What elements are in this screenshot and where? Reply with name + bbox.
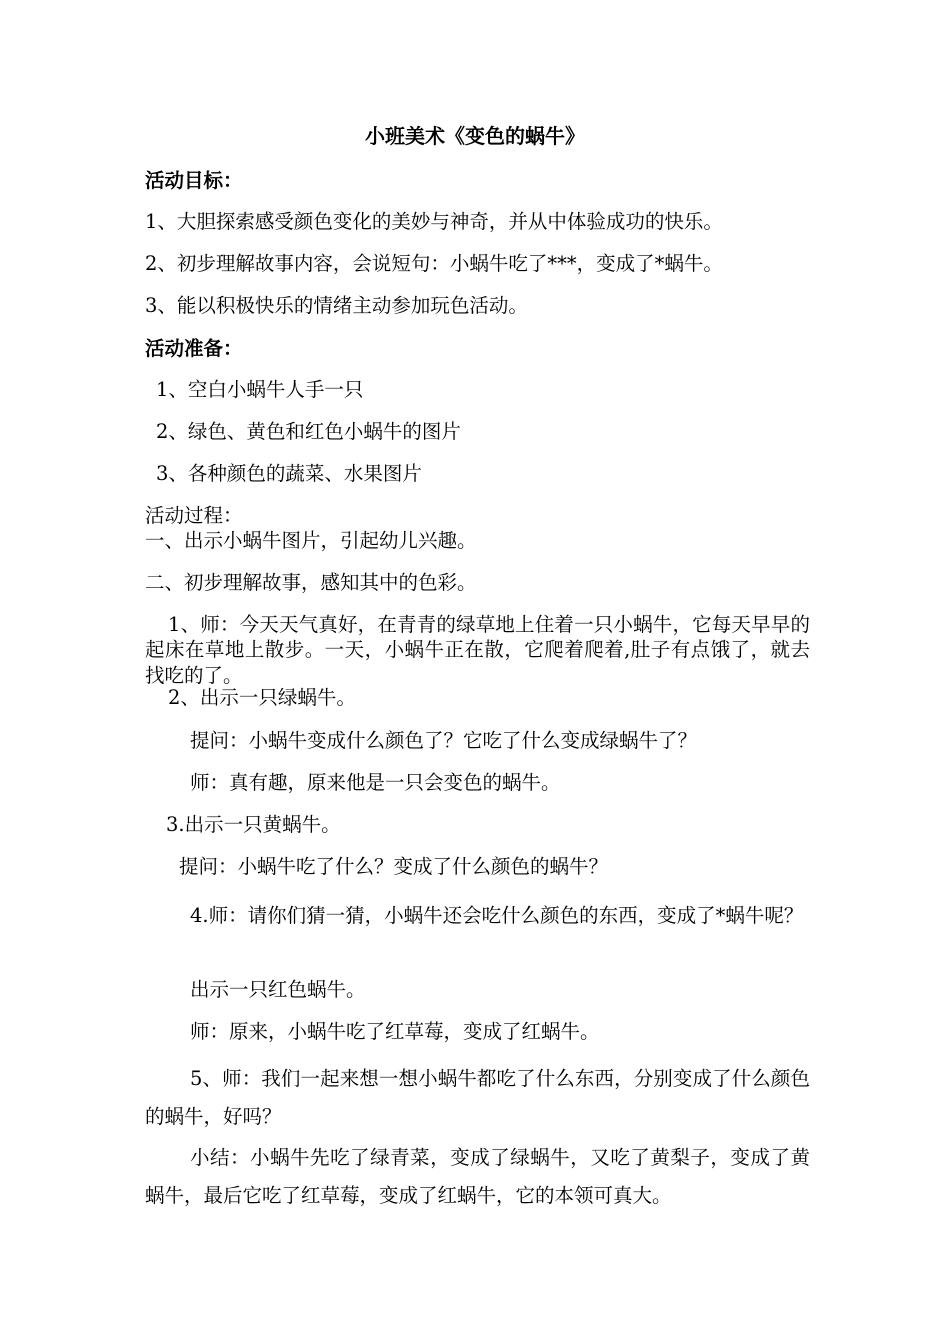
goal-item: 2、初步理解故事内容，会说短句：小蜗牛吃了***，变成了*蜗牛。 — [145, 252, 723, 275]
process-paragraph: 2、出示一只绿蜗牛。 — [168, 686, 356, 709]
process-paragraph: 4.师：请你们猜一猜，小蜗牛还会吃什么颜色的东西，变成了*蜗牛呢？ — [190, 904, 804, 927]
process-paragraph: 师：真有趣，原来他是一只会变色的蜗牛。 — [190, 771, 561, 794]
process-heading: 活动过程： — [145, 504, 243, 527]
prep-item: 1、空白小蜗牛人手一只 — [156, 378, 364, 401]
prep-heading: 活动准备： — [145, 337, 243, 360]
process-step: 一、出示小蜗牛图片，引起幼儿兴趣。 — [145, 529, 477, 552]
story-paragraph: 1、师：今天天气真好，在青青的绿草地上住着一只小蜗牛，它每天早早的起床在草地上散步。一天，小蜗牛正在散，它爬着爬着,肚子有点饿了，就去找吃的了。 — [145, 613, 810, 687]
document-title: 小班美术《变色的蜗牛》 — [365, 124, 585, 148]
process-paragraph: 师：原来，小蜗牛吃了红草莓，变成了红蜗牛。 — [190, 1020, 600, 1043]
process-paragraph: 5、师：我们一起来想一想小蜗牛都吃了什么东西，分别变成了什么颜色的蜗牛，好吗？ — [145, 1067, 810, 1128]
process-step: 二、初步理解故事，感知其中的色彩。 — [145, 571, 477, 594]
process-paragraph: 提问：小蜗牛变成什么颜色了？它吃了什么变成绿蜗牛了？ — [190, 729, 698, 752]
goals-heading: 活动目标： — [145, 169, 243, 192]
goal-item: 3、能以积极快乐的情绪主动参加玩色活动。 — [145, 294, 528, 317]
prep-item: 3、各种颜色的蔬菜、水果图片 — [156, 462, 422, 485]
prep-item: 2、绿色、黄色和红色小蜗牛的图片 — [156, 420, 461, 443]
summary-paragraph: 小结：小蜗牛先吃了绿青菜，变成了绿蜗牛，又吃了黄梨子，变成了黄蜗牛，最后它吃了红草莓，变成了红蜗牛，它的本领可真大。 — [145, 1146, 810, 1207]
process-paragraph: 出示一只红色蜗牛。 — [190, 978, 366, 1001]
process-paragraph: 提问：小蜗牛吃了什么？变成了什么颜色的蜗牛？ — [179, 855, 609, 878]
goal-item: 1、大胆探索感受颜色变化的美妙与神奇，并从中体验成功的快乐。 — [145, 210, 723, 233]
process-paragraph: 3.出示一只黄蜗牛。 — [166, 813, 341, 836]
